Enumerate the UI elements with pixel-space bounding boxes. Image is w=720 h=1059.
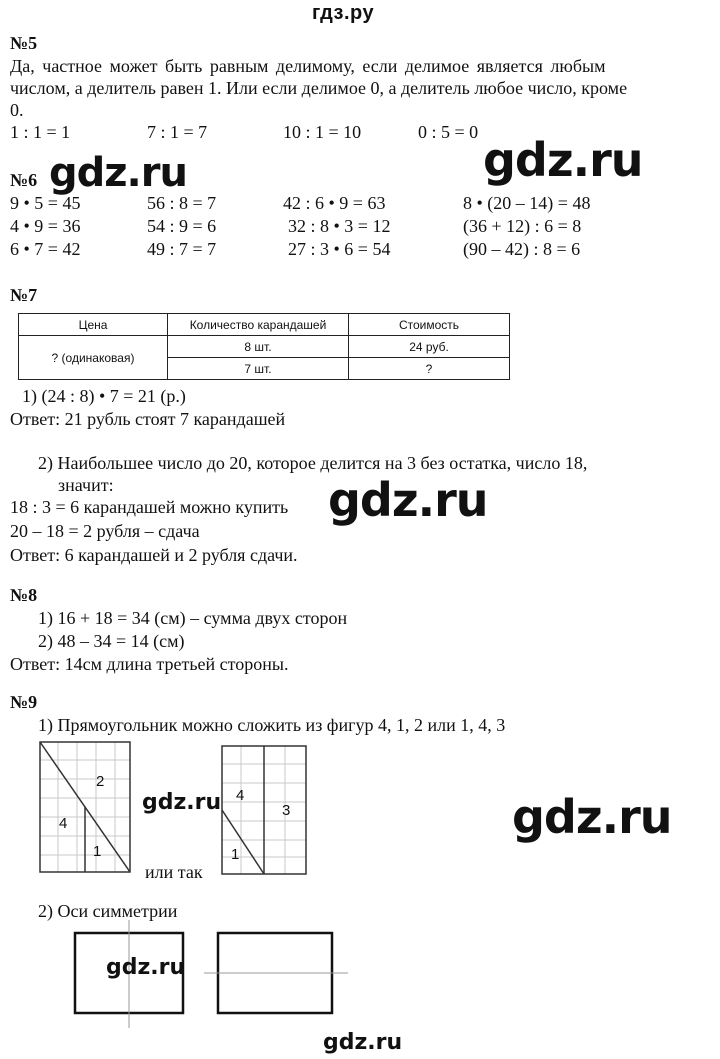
task6-expression: 9 • 5 = 45 xyxy=(10,193,81,213)
task7-calc2: 20 – 18 = 2 рубля – сдача xyxy=(10,521,200,541)
task7-table xyxy=(18,313,510,380)
watermark: gdz.ru xyxy=(512,790,672,844)
figure-label: 4 xyxy=(236,787,245,804)
task6-expression: (36 + 12) : 6 = 8 xyxy=(463,216,582,236)
table-cell-cost: ? xyxy=(349,358,510,380)
task7-step1: 1) (24 : 8) • 7 = 21 (р.) xyxy=(22,386,186,406)
task8-answer: Ответ: 14см длина третьей стороны. xyxy=(10,654,289,674)
task6-expression: 54 : 9 = 6 xyxy=(147,216,217,236)
task9-step1: 1) Прямоугольник можно сложить из фигур 4, 1, 2 или 1, 4, 3 xyxy=(38,715,506,735)
task7-step2-line1: 2) Наибольшее число до 20, которое делится на 3 без остатка, число 18, xyxy=(38,453,588,473)
task6-expression: 32 : 8 • 3 = 12 xyxy=(288,216,391,236)
site-header: гдз.ру xyxy=(312,2,375,24)
task9-number: №9 xyxy=(10,692,38,712)
task5-example: 0 : 5 = 0 xyxy=(418,122,479,142)
task6-expression: 6 • 7 = 42 xyxy=(10,239,81,259)
task6-expression: (90 – 42) : 8 = 6 xyxy=(463,239,581,259)
watermark: gdz.ru xyxy=(142,790,222,815)
task5-text-line3: 0. xyxy=(10,100,24,120)
task6-expression: 27 : 3 • 6 = 54 xyxy=(288,239,391,259)
table-cell-quantity: 7 шт. xyxy=(168,358,349,380)
task6-number: №6 xyxy=(10,170,38,190)
task5-text-line1: Да, частное может быть равным делимому, если делимое является любым xyxy=(10,56,606,76)
task7-answer1: Ответ: 21 рубль стоят 7 карандашей xyxy=(10,409,286,429)
task5-example: 10 : 1 = 10 xyxy=(283,122,362,142)
table-header-quantity: Количество карандашей xyxy=(168,314,349,336)
table-header-cost: Стоимость xyxy=(349,314,510,336)
task6-expression: 4 • 9 = 36 xyxy=(10,216,81,236)
figure-label: 4 xyxy=(59,815,68,832)
figure-label: 1 xyxy=(231,846,240,863)
task9-step2: 2) Оси симметрии xyxy=(38,901,178,921)
task5-number: №5 xyxy=(10,33,38,53)
task5-text-line2: числом, а делитель равен 1. Или если делимое 0, а делитель любое число, кроме xyxy=(10,78,628,98)
task6-expression: 56 : 8 = 7 xyxy=(147,193,217,213)
task7-answer2: Ответ: 6 карандашей и 2 рубля сдачи. xyxy=(10,545,298,565)
task6-expression: 8 • (20 – 14) = 48 xyxy=(463,193,591,213)
watermark: gdz.ru xyxy=(106,955,186,980)
table-header-price: Цена xyxy=(19,314,168,336)
task8-step2: 2) 48 – 34 = 14 (см) xyxy=(38,631,185,651)
symmetry-rectangle-2 xyxy=(202,918,352,1030)
table-cell-price: ? (одинаковая) xyxy=(19,336,168,380)
watermark: gdz.ru xyxy=(483,133,643,187)
watermark: gdz.ru xyxy=(328,473,488,527)
figure-label: 3 xyxy=(282,802,291,819)
task5-example: 1 : 1 = 1 xyxy=(10,122,71,142)
task7-number: №7 xyxy=(10,285,38,305)
table-cell-cost: 24 руб. xyxy=(349,336,510,358)
task6-expression: 42 : 6 • 9 = 63 xyxy=(283,193,386,213)
task6-expression: 49 : 7 = 7 xyxy=(147,239,217,259)
figure-label: 1 xyxy=(93,843,102,860)
rectangle-figure-1 xyxy=(38,740,134,876)
watermark: gdz.ru xyxy=(49,150,187,196)
watermark: gdz.ru xyxy=(323,1030,403,1055)
task7-calc1: 18 : 3 = 6 карандашей можно купить xyxy=(10,497,289,517)
task8-step1: 1) 16 + 18 = 34 (см) – сумма двух сторон xyxy=(38,608,348,628)
or-text: или так xyxy=(145,862,203,882)
task8-number: №8 xyxy=(10,585,38,605)
task7-step2-line2: значит: xyxy=(58,475,114,495)
task5-example: 7 : 1 = 7 xyxy=(147,122,208,142)
table-cell-quantity: 8 шт. xyxy=(168,336,349,358)
figure-label: 2 xyxy=(96,773,105,790)
